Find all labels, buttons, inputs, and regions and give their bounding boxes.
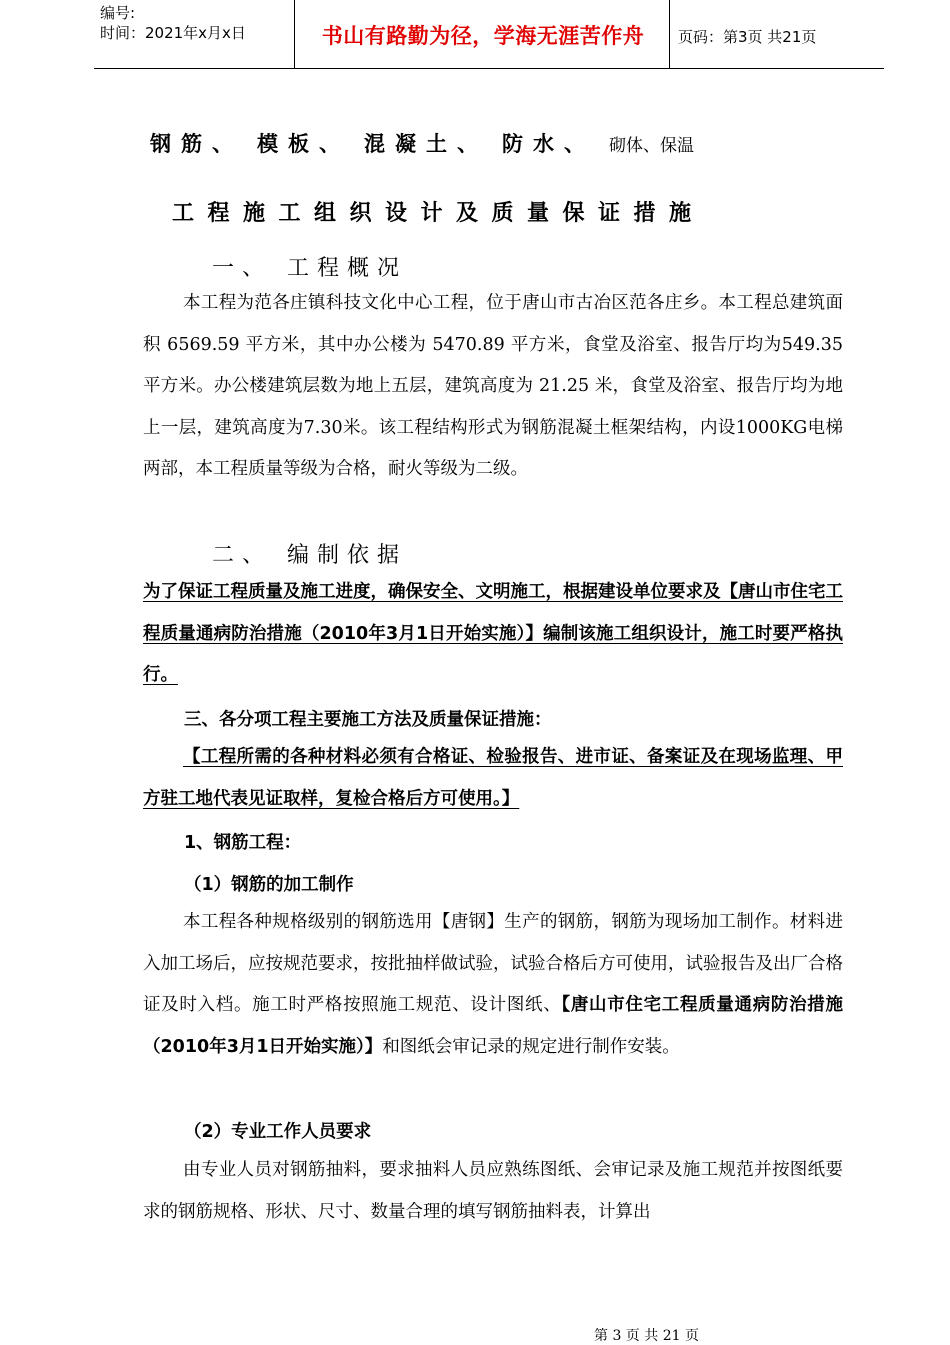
title-line-2: 工程施工组织设计及质量保证措施 — [172, 201, 705, 226]
title-item: 钢筋、 — [150, 132, 243, 156]
materials-note — [143, 737, 843, 820]
rebar-processing-body — [143, 902, 843, 1068]
staff-requirements-body: 由专业人员对钢筋抽料，要求抽料人员应熟练图纸、会审记录及施工规范并按图纸要求的钢筋规格、形状、尺寸、数量合理的填写钢筋抽料表，计算出 — [143, 1160, 843, 1222]
title-item: 防水、 — [502, 132, 595, 156]
title-tail: 砌体、保温 — [609, 136, 694, 156]
title-item: 模板、 — [257, 132, 350, 156]
section-heading-2: 二、 编制依据 — [212, 543, 407, 568]
rebar-processing-text-b: 和图纸会审记录的规定进行制作安装。 — [382, 1036, 680, 1057]
rebar-processing-standard: 【唐山市住宅工程质量通病防治措施（2010年3月1日开始实施）】 — [143, 995, 844, 1057]
header-motto: 书山有路勤为径，学海无涯苦作舟 — [321, 24, 645, 48]
header-meta — [100, 3, 246, 43]
title-line-1 — [150, 128, 694, 158]
materials-note-text: 【工程所需的各种材料必须有合格证、检验报告、进市证、备案证及在现场监理、甲方驻工地代表见证取样，复检合格后方可使用。】 — [143, 747, 843, 809]
section-heading-1: 一、 工程概况 — [212, 256, 407, 281]
header-divider — [294, 0, 295, 68]
section-2-body — [143, 572, 843, 697]
subheading-rebar: 1、钢筋工程： — [184, 833, 302, 853]
subheading-rebar-processing: （1）钢筋的加工制作 — [184, 875, 354, 895]
header-divider — [669, 0, 670, 68]
page-footer: 第 3 页 共 21 页 — [594, 1328, 699, 1344]
header-page-number: 页码：第3页 共21页 — [678, 28, 817, 46]
section-2-body-text: 为了保证工程质量及施工进度，确保安全、文明施工，根据建设单位要求及【唐山市住宅工程质量通病防治措施（2010年3月1日开始实施）】编制该施工组织设计，施工时要严格执行。 — [143, 582, 843, 685]
document-number-label: 编号: — [100, 4, 136, 22]
title-item: 混凝土、 — [364, 132, 488, 156]
page-header — [94, 0, 884, 69]
section-heading-3: 三、各分项工程主要施工方法及质量保证措施： — [184, 710, 552, 730]
subheading-staff-requirements: （2）专业工作人员要求 — [184, 1122, 372, 1142]
rebar-processing-text-a: 本工程各种规格级别的钢筋选用【唐钢】生产的钢筋，钢筋为现场加工制作。材料进入加工场后，应按规范要求，按批抽样做试验，试验合格后方可使用，试验报告及出厂合格证及时入档。施工时严格按照施工规范、设计图纸、 — [143, 912, 843, 1015]
section-1-body: 本工程为范各庄镇科技文化中心工程，位于唐山市古冶区范各庄乡。本工程总建筑面积 6569.59 平方米，其中办公楼为 5470.89 平方米，食堂及浴室、报告厅均为549.35平方米。办公楼建筑层数为地上五层，建筑高度为 21.25 米，食堂及浴室、报告厅均为地上一层，建筑高度为7.30米。该工程结构形式为钢筋混凝土框架结构，内设1000KG电梯两部，本工程质量等级为合格，耐火等级为二级。 — [143, 293, 843, 479]
document-time-label: 时间：2021年x月x日 — [100, 24, 246, 42]
